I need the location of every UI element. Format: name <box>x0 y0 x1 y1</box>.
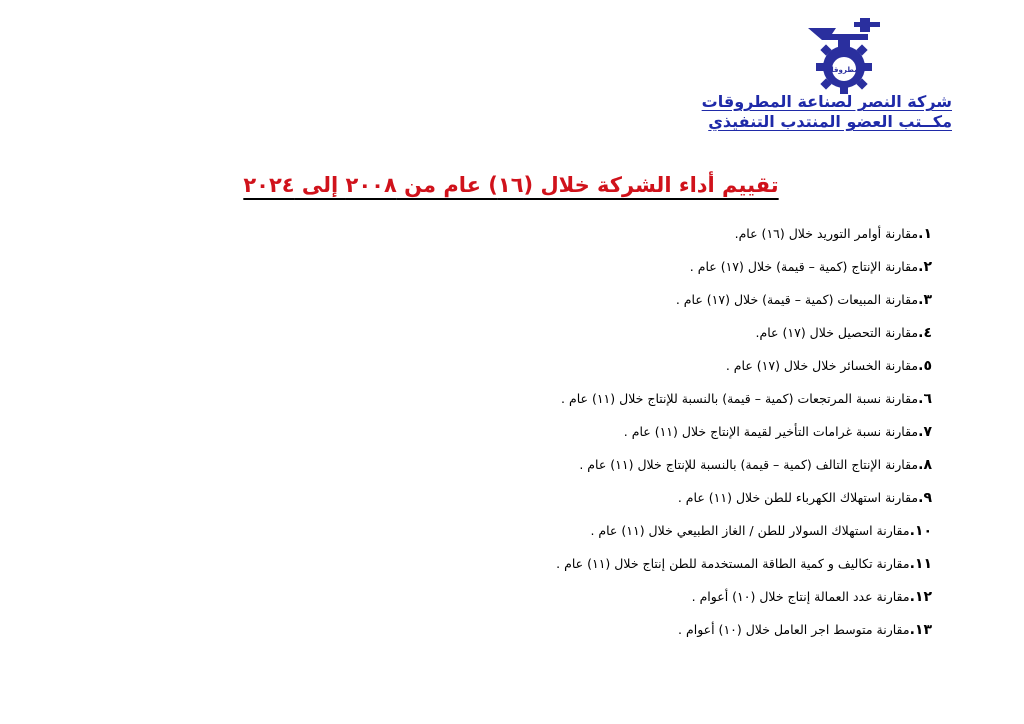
svg-text:المطروقات: المطروقات <box>824 66 864 74</box>
item-text: مقارنة الإنتاج التالف (كمية – قيمة) بالنسبة للإنتاج خلال (١١) عام . <box>579 457 919 472</box>
item-text: مقارنة أوامر التوريد خلال (١٦) عام. <box>734 226 919 241</box>
item-number: ٩. <box>918 490 932 506</box>
list-item <box>556 352 932 385</box>
item-number: ١٠. <box>909 523 932 539</box>
item-number: ١. <box>918 226 932 242</box>
list-item <box>556 583 932 616</box>
gear-anvil-icon <box>802 18 886 94</box>
item-number: ١٣. <box>909 622 932 638</box>
list-item <box>556 418 932 451</box>
item-text: مقارنة نسبة المرتجعات (كمية – قيمة) بالنسبة للإنتاج خلال (١١) عام . <box>561 391 919 406</box>
item-text: مقارنة متوسط اجر العامل خلال (١٠) أعوام . <box>678 622 910 637</box>
item-text: مقارنة التحصيل خلال (١٧) عام. <box>755 325 919 340</box>
list-item <box>556 484 932 517</box>
list-item <box>556 319 932 352</box>
list-item <box>556 253 932 286</box>
item-text: مقارنة الإنتاج (كمية – قيمة) خلال (١٧) عام . <box>689 259 919 274</box>
item-text: مقارنة عدد العمالة إنتاج خلال (١٠) أعوام . <box>691 589 910 604</box>
office-name: مكــتب العضو المنتدب التنفيذي <box>708 112 952 131</box>
list-item <box>556 517 932 550</box>
document-title: تقييم أداء الشركة خلال (١٦) عام من ٢٠٠٨ إلى ٢٠٢٤ <box>243 173 779 197</box>
item-number: ٣. <box>918 292 932 308</box>
items-list <box>556 220 932 649</box>
item-text: مقارنة استهلاك السولار للطن / الغاز الطبيعي خلال (١١) عام . <box>590 523 910 538</box>
list-item <box>556 451 932 484</box>
item-text: مقارنة الخسائر خلال خلال (١٧) عام . <box>725 358 919 373</box>
item-number: ١١. <box>909 556 932 572</box>
list-item <box>556 220 932 253</box>
item-text: مقارنة استهلاك الكهرباء للطن خلال (١١) عام . <box>677 490 919 505</box>
item-number: ٢. <box>918 259 932 275</box>
list-item <box>556 385 932 418</box>
company-name: شركة النصر لصناعة المطروقات <box>701 92 952 111</box>
item-number: ٥. <box>918 358 932 374</box>
item-number: ٨. <box>918 457 932 473</box>
list-item <box>556 550 932 583</box>
item-number: ٦. <box>918 391 932 407</box>
item-number: ٧. <box>918 424 932 440</box>
company-header <box>702 92 952 132</box>
item-text: مقارنة نسبة غرامات التأخير لقيمة الإنتاج خلال (١١) عام . <box>623 424 919 439</box>
company-logo <box>802 18 886 94</box>
item-number: ٤. <box>918 325 932 341</box>
item-text: مقارنة المبيعات (كمية – قيمة) خلال (١٧) عام . <box>675 292 919 307</box>
item-number: ١٢. <box>909 589 932 605</box>
list-item <box>556 286 932 319</box>
list-item <box>556 616 932 649</box>
item-text: مقارنة تكاليف و كمية الطاقة المستخدمة للطن إنتاج خلال (١١) عام . <box>556 556 910 571</box>
